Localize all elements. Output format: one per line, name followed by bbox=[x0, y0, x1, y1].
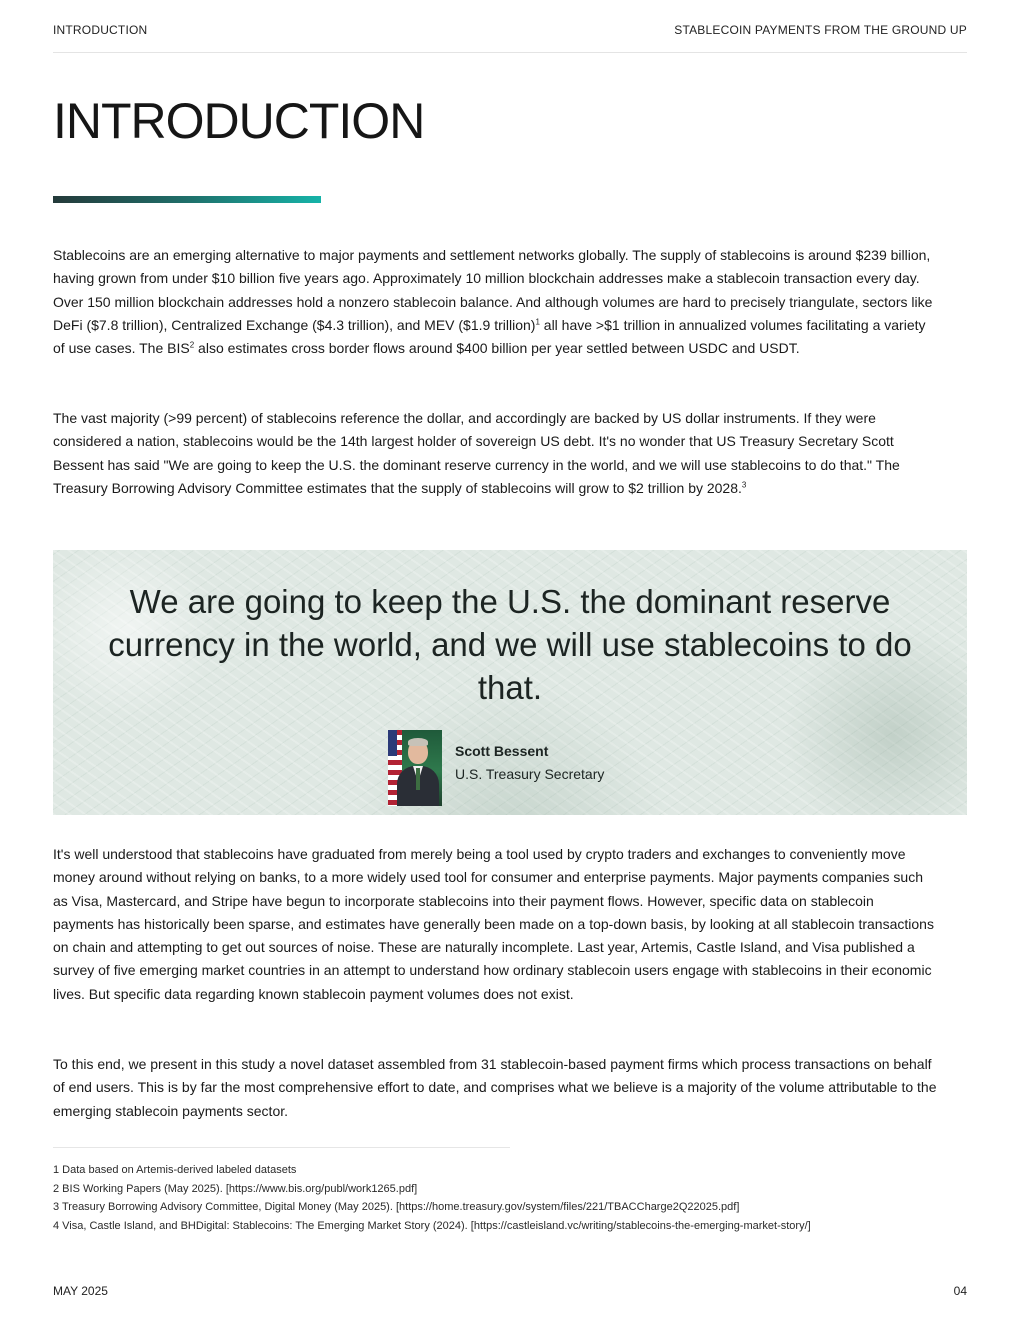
portrait-hair bbox=[408, 738, 428, 746]
paragraph-1-text-end: also estimates cross border flows around $400 billion per year settled between USDC and USDT. bbox=[194, 340, 800, 357]
speaker-name: Scott Bessent bbox=[455, 743, 549, 759]
header-section-label: INTRODUCTION bbox=[53, 23, 148, 37]
body-paragraph-3: It's well understood that stablecoins have graduated from merely being a tool used by crypto traders and exchanges to conveniently move money around without relying on banks, to a more widely used tool for consumer and enterprise payments. Major payments companies such as Visa, Mastercard, and Stripe have begun to incorporate stablecoins into their payment flows. However, specific data on stablecoin payments has historically been sparse, and estimates have generally been made on a top-down basis, by looking at all stablecoin transactions on chain and attempting to get out sources of noise. These are naturally incomplete. Last year, Artemis, Castle Island, and Visa published a survey of five emerging market countries in an attempt to understand how ordinary stablecoin users engage with stablecoins in their economic lives. But specific data regarding known stablecoin payment volumes does not exist. bbox=[53, 846, 934, 1002]
footnote-1: 1 Data based on Artemis-derived labeled datasets bbox=[53, 1164, 297, 1176]
page-header bbox=[53, 20, 967, 40]
footer-date: MAY 2025 bbox=[53, 1284, 108, 1298]
footnote-ref-3[interactable]: 3 bbox=[741, 480, 747, 490]
pull-quote-text: We are going to keep the U.S. the dominant reserve currency in the world, and we will use stablecoins to do that. bbox=[108, 583, 912, 706]
title-accent-bar bbox=[53, 196, 321, 203]
paragraph-2-text: The vast majority (>99 percent) of stablecoins reference the dollar, and accordingly are backed by US dollar instruments. If they were considered a nation, stablecoins would be the 14th largest holder of sovereign US debt. It's no wonder that US Treasury Secretary Scott Bessent has said "We are going to keep the U.S. the dominant reserve currency in the world, and we will use stablecoins to do that." The Treasury Borrowing Advisory Committee estimates that the supply of stablecoins will grow to $2 trillion by 2028. bbox=[53, 410, 900, 496]
page-title: INTRODUCTION bbox=[53, 93, 425, 149]
footnote-ref-1[interactable]: 1 bbox=[535, 317, 540, 327]
paragraph-1-text: Stablecoins are an emerging alternative to major payments and settlement networks globally. The supply of stablecoins is around $239 billion, having grown from under $10 billion five years ago. Approximately 10 million blockchain addresses make a stablecoin transaction every day. Over 150 million blockchain addresses hold a nonzero stablecoin balance. And although volumes are hard to precisely triangulate, sectors like DeFi ($7.8 trillion), Centralized Exchange ($4.3 trillion), and MEV ($1.9 trillion) bbox=[53, 247, 933, 333]
footnote-4[interactable]: 4 Visa, Castle Island, and BHDigital: Stablecoins: The Emerging Market Story (2024). [https://castleisland.vc/writing/stablecoins-the-emerging-market-story/] bbox=[53, 1219, 811, 1232]
body-paragraph-2 bbox=[53, 407, 937, 500]
speaker-role: U.S. Treasury Secretary bbox=[455, 766, 605, 782]
body-paragraph-1 bbox=[53, 244, 937, 360]
portrait-tie bbox=[416, 768, 420, 790]
footnote-divider bbox=[53, 1147, 510, 1148]
body-paragraph-4: To this end, we present in this study a novel dataset assembled from 31 stablecoin-based payment firms which process transactions on behalf of end users. This is by far the most comprehensive effort to date, and comprises what we believe is a majority of the volume attributable to the emerging stablecoin payments sector. bbox=[53, 1056, 937, 1119]
footnote-ref-2[interactable]: 2 bbox=[189, 340, 195, 350]
footnote-3[interactable]: 3 Treasury Borrowing Advisory Committee, Digital Money (May 2025). [https://home.treasury.gov/system/files/221/TBACCharge2Q22025.pdf] bbox=[53, 1201, 740, 1213]
attribution-text bbox=[455, 730, 604, 786]
footnote-2[interactable]: 2 BIS Working Papers (May 2025). [https://www.bis.org/publ/work1265.pdf] bbox=[53, 1182, 418, 1195]
paragraph-1-text-after: all have >$1 trillion in annualized volumes facilitating a variety of use cases. The BIS bbox=[53, 316, 926, 357]
page-number: 04 bbox=[953, 1284, 967, 1298]
page-footer bbox=[53, 1284, 967, 1300]
header-divider bbox=[53, 52, 967, 53]
speaker-portrait bbox=[388, 730, 442, 806]
pull-quote-panel bbox=[53, 550, 967, 815]
header-report-title: STABLECOIN PAYMENTS FROM THE GROUND UP bbox=[674, 23, 967, 37]
quote-attribution bbox=[388, 730, 604, 806]
footnotes-list bbox=[53, 1161, 933, 1235]
